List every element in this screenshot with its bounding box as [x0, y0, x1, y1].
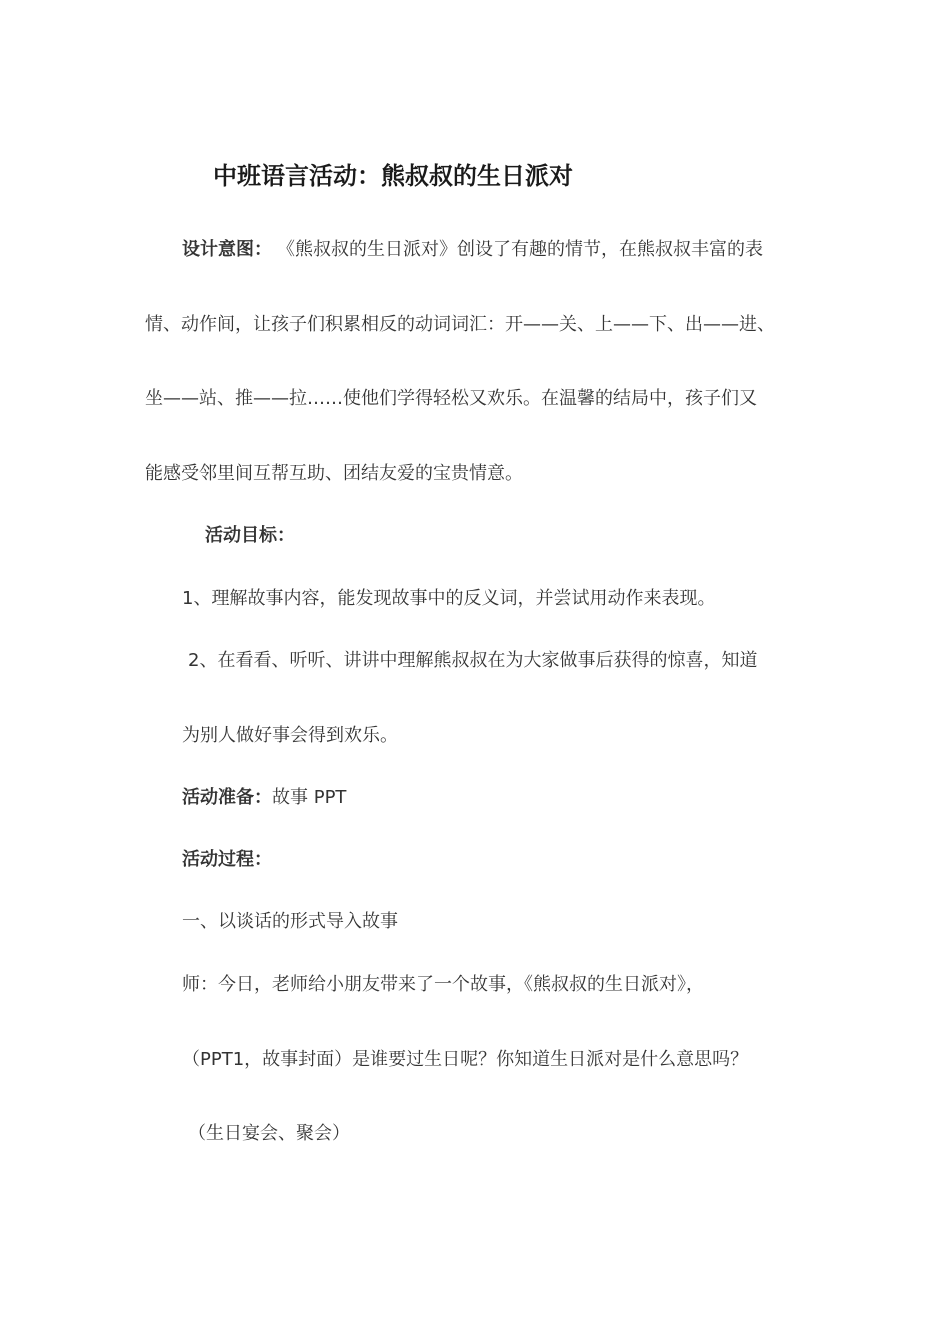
goal-item-2-line-2: 为别人做好事会得到欢乐。 [182, 725, 398, 746]
goals-label: 活动目标： [205, 525, 295, 546]
prep-label: 活动准备： [182, 787, 272, 808]
process-label: 活动过程： [182, 849, 272, 870]
teacher-line-1: 师：今日，老师给小朋友带来了一个故事，《熊叔叔的生日派对》， [182, 974, 704, 995]
intent-text-1: 《熊叔叔的生日派对》创设了有趣的情节，在熊叔叔丰富的表 [286, 239, 763, 260]
goal-item-2-line-1: 2、在看看、听听、讲讲中理解熊叔叔在为大家做事后获得的惊喜，知道 [188, 650, 758, 671]
goal-item-1: 1、理解故事内容，能发现故事中的反义词，并尝试用动作来表现。 [182, 588, 716, 609]
intent-paragraph-line-1 [182, 238, 763, 262]
intent-paragraph-line-2: 情、动作间，让孩子们积累相反的动词词汇：开——关、上——下、出——进、 [145, 314, 775, 335]
prep-line [182, 786, 346, 810]
intent-paragraph-line-3: 坐——站、推——拉……使他们学得轻松又欢乐。在温馨的结局中，孩子们又 [145, 388, 757, 409]
teacher-line-2: （PPT1，故事封面）是谁要过生日呢？你知道生日派对是什么意思吗？ [182, 1049, 749, 1070]
intent-paragraph-line-4: 能感受邻里间互帮互助、团结友爱的宝贵情意。 [145, 463, 523, 484]
process-step-1: 一、以谈话的形式导入故事 [182, 911, 398, 932]
prep-text: 故事 PPT [272, 787, 347, 808]
document-title: 中班语言活动：熊叔叔的生日派对 [213, 162, 573, 190]
intent-label: 设计意图： [182, 239, 272, 260]
answer-line: （生日宴会、聚会） [188, 1123, 350, 1144]
